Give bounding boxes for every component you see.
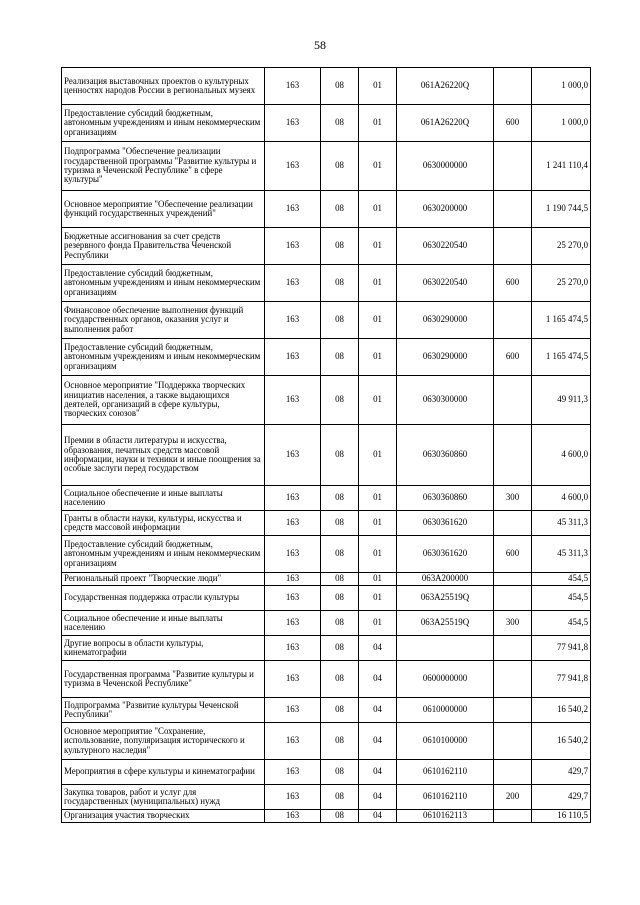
subsection-code: 01 — [359, 536, 397, 573]
row-name: Предоставление субсидий бюджетным, автономным учреждениям и иным некоммерческим организациям — [62, 105, 265, 142]
table-row — [62, 636, 591, 661]
amount: 454,5 — [532, 586, 591, 611]
row-name: Организация участия творческих — [62, 810, 265, 823]
row-name: Социальное обеспечение и иные выплаты населению — [62, 486, 265, 511]
expense-type-code — [494, 142, 532, 191]
subsection-code: 01 — [359, 265, 397, 302]
amount: 4 600,0 — [532, 486, 591, 511]
amount: 49 911,3 — [532, 376, 591, 425]
table-row — [62, 425, 591, 486]
target-article-code: 063A25519Q — [397, 611, 494, 636]
ministry-code: 163 — [265, 486, 321, 511]
expense-type-code — [494, 810, 532, 823]
target-article-code: 063A25519Q — [397, 586, 494, 611]
ministry-code: 163 — [265, 376, 321, 425]
section-code: 08 — [321, 573, 359, 586]
section-code: 08 — [321, 486, 359, 511]
section-code: 08 — [321, 511, 359, 536]
table-row — [62, 810, 591, 823]
expense-type-code — [494, 698, 532, 723]
table-row — [62, 68, 591, 105]
row-name: Основное мероприятие "Сохранение, использование, популяризация исторического и культурного наследия" — [62, 723, 265, 760]
row-name: Бюджетные ассигнования за счет средств резервного фонда Правительства Чеченской Республики — [62, 228, 265, 265]
table-row — [62, 142, 591, 191]
target-article-code: 063A200000 — [397, 573, 494, 586]
row-name: Финансовое обеспечение выполнения функций государственных органов, оказания услуг и выполнения работ — [62, 302, 265, 339]
section-code: 08 — [321, 760, 359, 785]
subsection-code: 01 — [359, 586, 397, 611]
amount: 1 165 474,5 — [532, 339, 591, 376]
section-code: 08 — [321, 698, 359, 723]
ministry-code: 163 — [265, 810, 321, 823]
table-row — [62, 105, 591, 142]
subsection-code: 01 — [359, 191, 397, 228]
target-article-code: 0630361620 — [397, 536, 494, 573]
expense-type-code — [494, 376, 532, 425]
table-row — [62, 536, 591, 573]
table-row — [62, 228, 591, 265]
expense-type-code: 600 — [494, 339, 532, 376]
budget-table — [61, 67, 591, 823]
row-name: Подпрограмма "Развитие культуры Чеченской Республики" — [62, 698, 265, 723]
subsection-code: 04 — [359, 810, 397, 823]
section-code: 08 — [321, 425, 359, 486]
amount: 1 000,0 — [532, 105, 591, 142]
amount: 45 311,3 — [532, 536, 591, 573]
expense-type-code — [494, 636, 532, 661]
row-name: Предоставление субсидий бюджетным, автономным учреждениям и иным некоммерческим организациям — [62, 265, 265, 302]
section-code: 08 — [321, 339, 359, 376]
section-code: 08 — [321, 636, 359, 661]
table-row — [62, 376, 591, 425]
section-code: 08 — [321, 265, 359, 302]
amount: 1 190 744,5 — [532, 191, 591, 228]
expense-type-code: 600 — [494, 265, 532, 302]
ministry-code: 163 — [265, 611, 321, 636]
amount: 16 110,5 — [532, 810, 591, 823]
row-name: Предоставление субсидий бюджетным, автономным учреждениям и иным некоммерческим организациям — [62, 536, 265, 573]
subsection-code: 01 — [359, 425, 397, 486]
table-row — [62, 191, 591, 228]
ministry-code: 163 — [265, 265, 321, 302]
ministry-code: 163 — [265, 68, 321, 105]
ministry-code: 163 — [265, 142, 321, 191]
row-name: Государственная программа "Развитие культуры и туризма в Чеченской Республике" — [62, 661, 265, 698]
target-article-code: 0630300000 — [397, 376, 494, 425]
expense-type-code: 600 — [494, 105, 532, 142]
table-row — [62, 760, 591, 785]
target-article-code: 0630360860 — [397, 425, 494, 486]
table-row — [62, 661, 591, 698]
ministry-code: 163 — [265, 105, 321, 142]
table-row — [62, 265, 591, 302]
table-row — [62, 486, 591, 511]
amount: 454,5 — [532, 573, 591, 586]
ministry-code: 163 — [265, 339, 321, 376]
table-row — [62, 611, 591, 636]
target-article-code: 0630200000 — [397, 191, 494, 228]
section-code: 08 — [321, 661, 359, 698]
subsection-code: 01 — [359, 142, 397, 191]
ministry-code: 163 — [265, 573, 321, 586]
section-code: 08 — [321, 302, 359, 339]
amount: 4 600,0 — [532, 425, 591, 486]
amount: 25 270,0 — [532, 265, 591, 302]
section-code: 08 — [321, 586, 359, 611]
table-row — [62, 785, 591, 810]
table-row — [62, 511, 591, 536]
expense-type-code: 300 — [494, 611, 532, 636]
expense-type-code — [494, 228, 532, 265]
subsection-code: 01 — [359, 68, 397, 105]
target-article-code: 0610162110 — [397, 760, 494, 785]
ministry-code: 163 — [265, 723, 321, 760]
subsection-code: 04 — [359, 760, 397, 785]
amount: 1 165 474,5 — [532, 302, 591, 339]
subsection-code: 01 — [359, 376, 397, 425]
expense-type-code: 300 — [494, 486, 532, 511]
section-code: 08 — [321, 611, 359, 636]
target-article-code: 0610162113 — [397, 810, 494, 823]
row-name: Предоставление субсидий бюджетным, автономным учреждениям и иным некоммерческим организациям — [62, 339, 265, 376]
target-article-code — [397, 636, 494, 661]
ministry-code: 163 — [265, 511, 321, 536]
amount: 77 941,8 — [532, 661, 591, 698]
target-article-code: 0610100000 — [397, 723, 494, 760]
section-code: 08 — [321, 142, 359, 191]
ministry-code: 163 — [265, 698, 321, 723]
ministry-code: 163 — [265, 228, 321, 265]
ministry-code: 163 — [265, 425, 321, 486]
target-article-code: 0630220540 — [397, 265, 494, 302]
target-article-code: 0630290000 — [397, 302, 494, 339]
row-name: Гранты в области науки, культуры, искусства и средств массовой информации — [62, 511, 265, 536]
table-row — [62, 339, 591, 376]
budget-table-body — [62, 68, 591, 823]
expense-type-code: 200 — [494, 785, 532, 810]
subsection-code: 04 — [359, 661, 397, 698]
subsection-code: 01 — [359, 228, 397, 265]
ministry-code: 163 — [265, 785, 321, 810]
table-row — [62, 698, 591, 723]
row-name: Премии в области литературы и искусства, образования, печатных средств массовой информации, науки и техники и иные поощрения за особые заслуги перед государством — [62, 425, 265, 486]
subsection-code: 01 — [359, 105, 397, 142]
ministry-code: 163 — [265, 636, 321, 661]
section-code: 08 — [321, 191, 359, 228]
section-code: 08 — [321, 376, 359, 425]
subsection-code: 01 — [359, 611, 397, 636]
subsection-code: 04 — [359, 723, 397, 760]
subsection-code: 01 — [359, 486, 397, 511]
target-article-code: 0600000000 — [397, 661, 494, 698]
target-article-code: 0610162110 — [397, 785, 494, 810]
subsection-code: 04 — [359, 636, 397, 661]
section-code: 08 — [321, 105, 359, 142]
target-article-code: 0630000000 — [397, 142, 494, 191]
target-article-code: 0630220540 — [397, 228, 494, 265]
target-article-code: 061A26220Q — [397, 68, 494, 105]
target-article-code: 0630361620 — [397, 511, 494, 536]
target-article-code: 0630290000 — [397, 339, 494, 376]
amount: 1 000,0 — [532, 68, 591, 105]
expense-type-code — [494, 191, 532, 228]
subsection-code: 01 — [359, 511, 397, 536]
row-name: Другие вопросы в области культуры, кинематографии — [62, 636, 265, 661]
expense-type-code — [494, 586, 532, 611]
subsection-code: 01 — [359, 573, 397, 586]
expense-type-code — [494, 661, 532, 698]
row-name: Региональный проект "Творческие люди" — [62, 573, 265, 586]
expense-type-code — [494, 573, 532, 586]
amount: 45 311,3 — [532, 511, 591, 536]
ministry-code: 163 — [265, 661, 321, 698]
ministry-code: 163 — [265, 586, 321, 611]
table-row — [62, 302, 591, 339]
expense-type-code — [494, 302, 532, 339]
amount: 454,5 — [532, 611, 591, 636]
table-row — [62, 723, 591, 760]
section-code: 08 — [321, 68, 359, 105]
expense-type-code — [494, 68, 532, 105]
ministry-code: 163 — [265, 536, 321, 573]
ministry-code: 163 — [265, 302, 321, 339]
section-code: 08 — [321, 723, 359, 760]
row-name: Государственная поддержка отрасли культуры — [62, 586, 265, 611]
row-name: Мероприятия в сфере культуры и кинематографии — [62, 760, 265, 785]
section-code: 08 — [321, 536, 359, 573]
target-article-code: 0610000000 — [397, 698, 494, 723]
row-name: Социальное обеспечение и иные выплаты населению — [62, 611, 265, 636]
section-code: 08 — [321, 228, 359, 265]
expense-type-code — [494, 425, 532, 486]
expense-type-code: 600 — [494, 536, 532, 573]
section-code: 08 — [321, 785, 359, 810]
target-article-code: 061A26220Q — [397, 105, 494, 142]
amount: 1 241 110,4 — [532, 142, 591, 191]
expense-type-code — [494, 760, 532, 785]
ministry-code: 163 — [265, 760, 321, 785]
ministry-code: 163 — [265, 191, 321, 228]
subsection-code: 01 — [359, 302, 397, 339]
page-number: 58 — [314, 38, 326, 52]
row-name: Реализация выставочных проектов о культурных ценностях народов России в региональных музеях — [62, 68, 265, 105]
target-article-code: 0630360860 — [397, 486, 494, 511]
subsection-code: 01 — [359, 339, 397, 376]
amount: 429,7 — [532, 760, 591, 785]
amount: 25 270,0 — [532, 228, 591, 265]
subsection-code: 04 — [359, 785, 397, 810]
amount: 77 941,8 — [532, 636, 591, 661]
expense-type-code — [494, 723, 532, 760]
subsection-code: 04 — [359, 698, 397, 723]
row-name: Закупка товаров, работ и услуг для государственных (муниципальных) нужд — [62, 785, 265, 810]
table-row — [62, 586, 591, 611]
amount: 429,7 — [532, 785, 591, 810]
section-code: 08 — [321, 810, 359, 823]
row-name: Подпрограмма "Обеспечение реализации государственной программы "Развитие культуры и туризма в Чеченской Республике" в сфере культуры" — [62, 142, 265, 191]
amount: 16 540,2 — [532, 698, 591, 723]
amount: 16 540,2 — [532, 723, 591, 760]
table-row — [62, 573, 591, 586]
expense-type-code — [494, 511, 532, 536]
row-name: Основное мероприятие "Поддержка творческих инициатив населения, а также выдающихся деятелей, организаций в сфере культуры, творческих союзов" — [62, 376, 265, 425]
row-name: Основное мероприятие "Обеспечение реализации функций государственных учреждений" — [62, 191, 265, 228]
